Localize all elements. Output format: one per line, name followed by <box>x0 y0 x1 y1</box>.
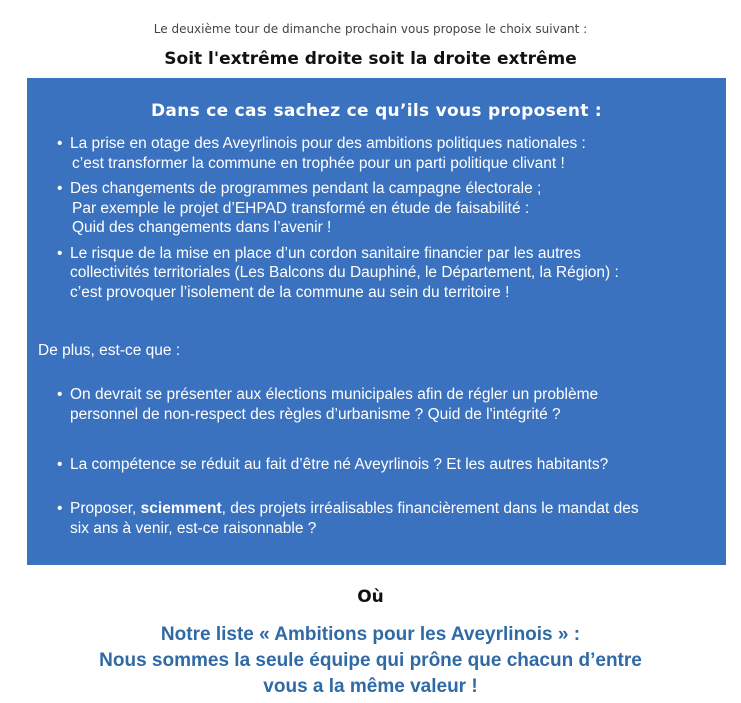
closing-line: vous a la même valeur ! <box>263 676 478 697</box>
list-item-line: collectivités territoriales (Les Balcons du Dauphiné, le Département, la Région) : <box>70 264 619 281</box>
list-item-line: c’est transformer la commune en trophée pour un parti politique clivant ! <box>72 154 565 172</box>
list-item-line: personnel de non-respect des règles d’urbanisme ? Quid de l'intégrité ? <box>70 405 561 423</box>
text-segment: , des projets irréalisables financièrement dans le mandat des <box>221 500 639 517</box>
question-list <box>57 499 639 538</box>
list-item <box>57 134 619 173</box>
list-item-line <box>70 499 639 519</box>
list-item <box>57 499 639 538</box>
list-item-line: • Des changements de programmes pendant la campagne électorale ; <box>70 180 542 197</box>
list-item-line: • La prise en otage des Aveyrlinois pour des ambitions politiques nationales : <box>70 135 586 152</box>
list-item-line: • On devrait se présenter aux élections municipales afin de régler un problème <box>70 386 599 403</box>
closing-line: Nous sommes la seule équipe qui prône que chacun d’entre <box>99 650 642 671</box>
list-item-line: Quid des changements dans l’avenir ! <box>72 219 332 236</box>
list-item-line: Par exemple le projet d’EHPAD transformé en étude de faisabilité : <box>72 199 530 217</box>
question-list <box>57 385 598 424</box>
list-item-line: six ans à venir, est-ce raisonnable ? <box>70 519 317 537</box>
list-item-line: c’est provoquer l’isolement de la commune au sein du territoire ! <box>70 283 510 301</box>
closing-statement <box>0 622 741 700</box>
list-item-line: • La compétence se réduit au fait d’être né Aveyrlinois ? Et les autres habitants? <box>70 456 609 473</box>
list-item-line: • Le risque de la mise en place d’un cordon sanitaire financier par les autres <box>70 244 581 262</box>
question-list <box>57 455 608 475</box>
intro-text: Le deuxième tour de dimanche prochain vous propose le choix suivant : <box>153 22 588 36</box>
text-segment: Proposer, <box>70 500 141 517</box>
info-panel <box>27 78 726 565</box>
proposals-list <box>57 134 619 308</box>
list-item <box>57 455 608 475</box>
closing-line: Notre liste « Ambitions pour les Aveyrlinois » : <box>160 624 581 645</box>
headline: Soit l'extrême droite soit la droite extrême <box>164 49 577 69</box>
emphasis-text: sciemment <box>140 500 222 517</box>
panel-title: Dans ce cas sachez ce qu’ils vous proposent : <box>151 101 602 121</box>
list-item <box>57 244 619 303</box>
list-item <box>57 385 598 424</box>
list-item <box>57 179 619 238</box>
ou-heading: Où <box>357 587 384 607</box>
de-plus-label: De plus, est-ce que : <box>38 342 181 359</box>
